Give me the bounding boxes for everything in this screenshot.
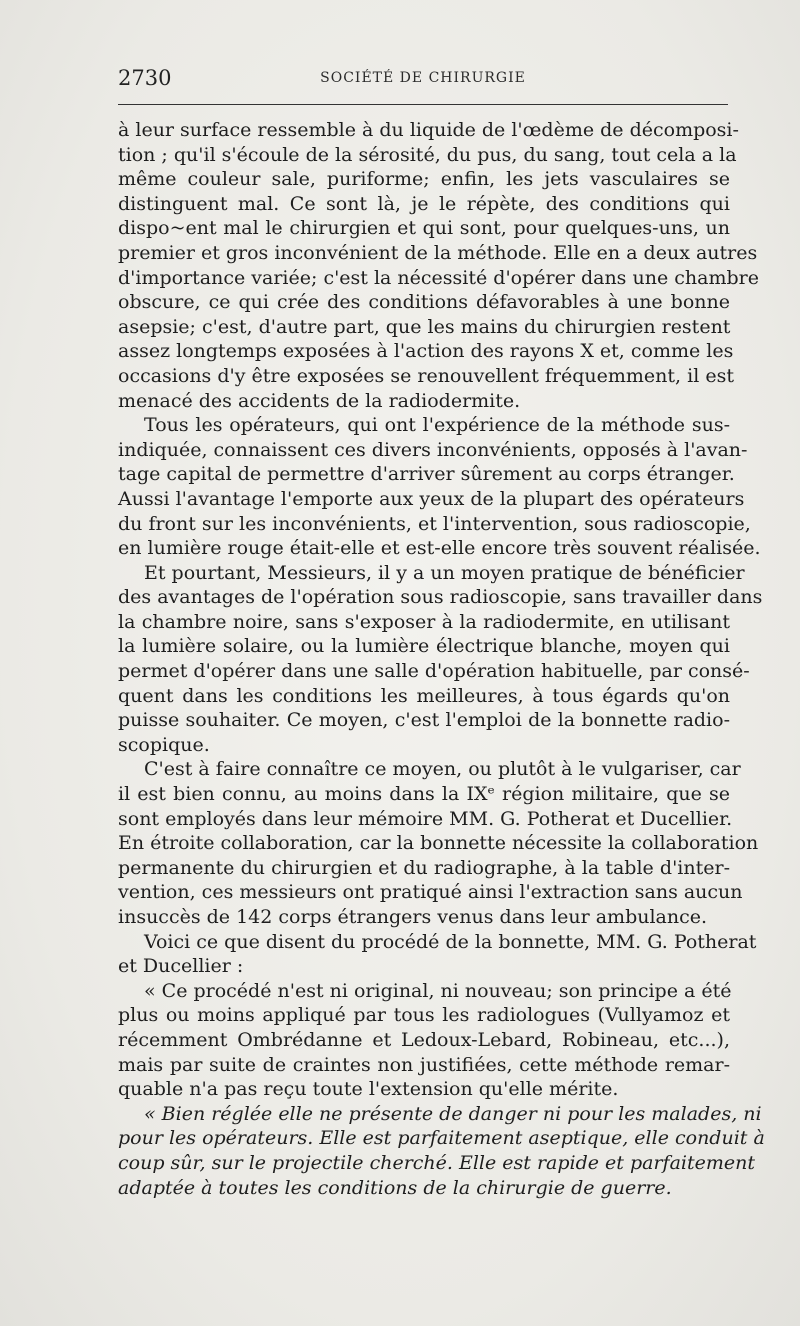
text-line: d'importance variée; c'est la nécessité d'opérer dans une chambre xyxy=(118,266,759,289)
text-line: « Bien réglée elle ne présente de danger ni pour les malades, ni xyxy=(144,1102,762,1125)
text-line: puisse souhaiter. Ce moyen, c'est l'emploi de la bonnette radio- xyxy=(118,709,730,732)
text-line: Et pourtant, Messieurs, il y a un moyen pratique de bénéficier xyxy=(144,561,745,584)
text-line: occasions d'y être exposées se renouvellent fréquemment, il est xyxy=(118,364,734,387)
text-line: il est bien connu, au moins dans la IXᵉ région militaire, que se xyxy=(118,783,730,806)
paragraph xyxy=(118,979,730,1102)
page-header xyxy=(118,66,728,92)
text-line: la lumière solaire, ou la lumière électrique blanche, moyen qui xyxy=(118,635,730,658)
text-line: même couleur sale, puriforme; enfin, les jets vasculaires se xyxy=(118,168,730,191)
paragraph xyxy=(118,757,759,929)
text-line: obscure, ce qui crée des conditions défavorables à une bonne xyxy=(118,291,730,314)
text-line: pour les opérateurs. Elle est parfaitement aseptique, elle conduit à xyxy=(118,1127,765,1150)
text-line: des avantages de l'opération sous radioscopie, sans travailler dans xyxy=(118,586,763,609)
text-line: permet d'opérer dans une salle d'opération habituelle, par consé- xyxy=(118,660,750,683)
paragraph xyxy=(118,413,761,561)
text-line: adaptée à toutes les conditions de la chirurgie de guerre. xyxy=(118,1176,672,1199)
text-line: en lumière rouge était-elle et est-elle encore très souvent réalisée. xyxy=(118,537,761,560)
text-line: C'est à faire connaître ce moyen, ou plutôt à le vulgariser, car xyxy=(144,758,741,781)
text-line: permanente du chirurgien et du radiographe, à la table d'inter- xyxy=(118,856,730,879)
text-line: insuccès de 142 corps étrangers venus dans leur ambulance. xyxy=(118,906,708,928)
paragraph xyxy=(118,930,757,979)
text-line: tage capital de permettre d'arriver sûrement au corps étranger. xyxy=(118,463,735,486)
body-text xyxy=(118,118,765,1200)
paragraph xyxy=(118,1102,765,1200)
text-line: asepsie; c'est, d'autre part, que les mains du chirurgien restent xyxy=(118,315,731,338)
paragraph xyxy=(118,561,763,758)
text-line: quent dans les conditions les meilleures, à tous égards qu'on xyxy=(118,684,730,707)
text-line: distinguent mal. Ce sont là, je le répète, des conditions qui xyxy=(118,192,730,215)
text-line: premier et gros inconvénient de la méthode. Elle en a deux autres xyxy=(118,241,758,264)
running-title: SOCIÉTÉ DE CHIRURGIE xyxy=(320,70,526,86)
page-number: 2730 xyxy=(118,66,172,90)
text-line: « Ce procédé n'est ni original, ni nouveau; son principe a été xyxy=(144,979,732,1002)
text-line: la chambre noire, sans s'exposer à la radiodermite, en utilisant xyxy=(118,610,730,633)
text-line: coup sûr, sur le projectile cherché. Elle est rapide et parfaitement xyxy=(118,1151,756,1174)
text-line: scopique. xyxy=(118,733,210,756)
text-line: En étroite collaboration, car la bonnette nécessite la collaboration xyxy=(118,832,759,855)
text-line: à leur surface ressemble à du liquide de l'œdème de décomposi- xyxy=(118,119,739,141)
paragraph xyxy=(118,118,759,413)
text-line: récemment Ombrédanne et Ledoux-Lebard, Robineau, etc...), xyxy=(118,1028,730,1051)
text-line: menacé des accidents de la radiodermite. xyxy=(118,389,521,412)
text-line: tion ; qu'il s'écoule de la sérosité, du pus, du sang, tout cela a la xyxy=(118,143,737,166)
text-line: plus ou moins appliqué par tous les radiologues (Vullyamoz et xyxy=(118,1004,730,1027)
text-line: et Ducellier : xyxy=(118,955,244,978)
text-line: quable n'a pas reçu toute l'extension qu'elle mérite. xyxy=(118,1078,619,1101)
text-line: Aussi l'avantage l'emporte aux yeux de la plupart des opérateurs xyxy=(118,487,745,510)
text-line: du front sur les inconvénients, et l'intervention, sous radioscopie, xyxy=(118,512,751,535)
text-line: Voici ce que disent du procédé de la bonnette, MM. G. Potherat xyxy=(144,930,757,953)
text-line: indiquée, connaissent ces divers inconvénients, opposés à l'avan- xyxy=(118,438,748,461)
text-line: dispo~ent mal le chirurgien et qui sont, pour quelques-uns, un xyxy=(118,217,730,240)
text-line: sont employés dans leur mémoire MM. G. Potherat et Ducellier. xyxy=(118,807,733,830)
text-line: assez longtemps exposées à l'action des rayons X et, comme les xyxy=(118,340,734,363)
text-line: Tous les opérateurs, qui ont l'expérience de la méthode sus- xyxy=(144,414,730,437)
text-line: vention, ces messieurs ont pratiqué ainsi l'extraction sans aucun xyxy=(118,881,743,904)
text-line: mais par suite de craintes non justifiées, cette méthode remar- xyxy=(118,1053,730,1076)
header-rule xyxy=(118,104,728,105)
